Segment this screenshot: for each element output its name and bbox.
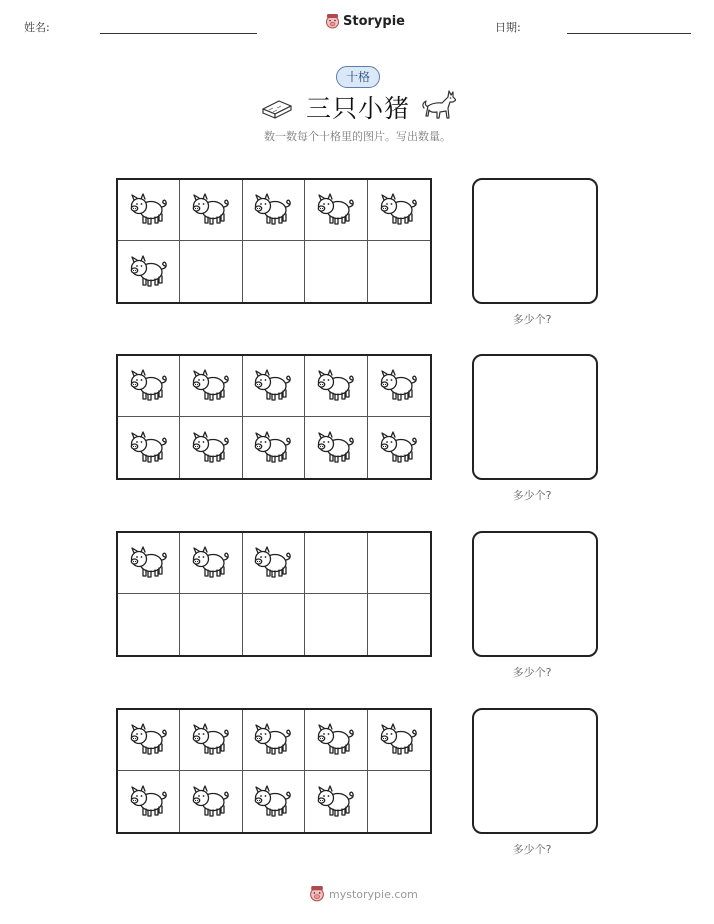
pig-icon [127, 366, 171, 406]
pig-icon [189, 543, 233, 583]
ten-frame-cell [305, 241, 367, 302]
ten-frame-cell [243, 356, 305, 417]
pig-icon [377, 190, 421, 230]
how-many-label-1: 多少个? [512, 313, 552, 326]
pig-logo-icon [309, 885, 325, 903]
footer [309, 885, 418, 903]
wolf-icon [420, 88, 456, 122]
ten-frame-cell [180, 594, 242, 655]
ten-frame-cell [368, 594, 430, 655]
pig-icon [377, 720, 421, 760]
pig-icon [314, 428, 358, 468]
answer-box-3[interactable] [472, 531, 598, 657]
ten-frame-cell [118, 533, 180, 594]
pig-icon [189, 190, 233, 230]
pig-icon [251, 366, 295, 406]
name-line[interactable] [100, 33, 257, 34]
page-title: 三只小猪 [306, 94, 411, 123]
ten-frame-cell [118, 417, 180, 478]
ten-frame-cell [180, 241, 242, 302]
name-label: 姓名: [24, 21, 50, 34]
ten-frame-cell [118, 356, 180, 417]
ten-frame-cell [305, 771, 367, 832]
pig-icon [189, 428, 233, 468]
pig-icon [127, 190, 171, 230]
ten-frame-cell [243, 594, 305, 655]
ten-frame-cell [305, 594, 367, 655]
ten-frame-cell [243, 180, 305, 241]
ten-frame-cell [180, 417, 242, 478]
brick-icon [261, 95, 293, 119]
ten-frame-cell [243, 710, 305, 771]
ten-frame-cell [118, 771, 180, 832]
how-many-label-4: 多少个? [512, 843, 552, 856]
pig-icon [314, 190, 358, 230]
pig-icon [314, 720, 358, 760]
ten-frame-cell [180, 533, 242, 594]
ten-frame-cell [368, 771, 430, 832]
answer-box-1[interactable] [472, 178, 598, 304]
ten-frame-cell [118, 241, 180, 302]
how-many-label-2: 多少个? [512, 489, 552, 502]
pig-icon [127, 720, 171, 760]
pig-logo-icon [325, 13, 340, 30]
date-label: 日期: [495, 21, 521, 34]
brand-logo [325, 13, 405, 30]
answer-box-4[interactable] [472, 708, 598, 834]
pig-icon [189, 782, 233, 822]
pig-icon [189, 720, 233, 760]
ten-frame-cell [368, 356, 430, 417]
how-many-label-3: 多少个? [512, 666, 552, 679]
pig-icon [127, 428, 171, 468]
brand-name: Storypie [343, 14, 405, 29]
ten-frame-cell [180, 710, 242, 771]
pig-icon [127, 252, 171, 292]
ten-frame-cell [305, 417, 367, 478]
pig-icon [251, 190, 295, 230]
ten-frame-cell [368, 533, 430, 594]
ten-frame-cell [305, 533, 367, 594]
ten-frame-3 [116, 531, 432, 657]
pig-icon [189, 366, 233, 406]
ten-frame-cell [305, 710, 367, 771]
pig-icon [314, 366, 358, 406]
pig-icon [251, 720, 295, 760]
pig-icon [377, 428, 421, 468]
ten-frame-cell [180, 771, 242, 832]
pig-icon [251, 428, 295, 468]
ten-frame-cell [118, 180, 180, 241]
ten-frame-cell [118, 710, 180, 771]
ten-frame-cell [305, 180, 367, 241]
ten-frame-1 [116, 178, 432, 304]
pig-icon [127, 543, 171, 583]
ten-frame-cell [243, 533, 305, 594]
pig-icon [127, 782, 171, 822]
ten-frame-cell [118, 594, 180, 655]
ten-frame-4 [116, 708, 432, 834]
pig-icon [251, 782, 295, 822]
ten-frame-cell [243, 771, 305, 832]
pig-icon [377, 366, 421, 406]
ten-frame-cell [243, 417, 305, 478]
ten-frame-cell [243, 241, 305, 302]
pig-icon [251, 543, 295, 583]
ten-frame-cell [180, 180, 242, 241]
date-line[interactable] [567, 33, 691, 34]
ten-frame-cell [368, 417, 430, 478]
ten-frame-cell [368, 180, 430, 241]
ten-frame-cell [180, 356, 242, 417]
topic-tag: 十格 [336, 66, 380, 88]
ten-frame-cell [368, 241, 430, 302]
pig-icon [314, 782, 358, 822]
ten-frame-2 [116, 354, 432, 480]
footer-site: mystorypie.com [329, 887, 418, 901]
instructions: 数一数每个十格里的图片。写出数量。 [264, 130, 451, 143]
answer-box-2[interactable] [472, 354, 598, 480]
ten-frame-cell [368, 710, 430, 771]
ten-frame-cell [305, 356, 367, 417]
